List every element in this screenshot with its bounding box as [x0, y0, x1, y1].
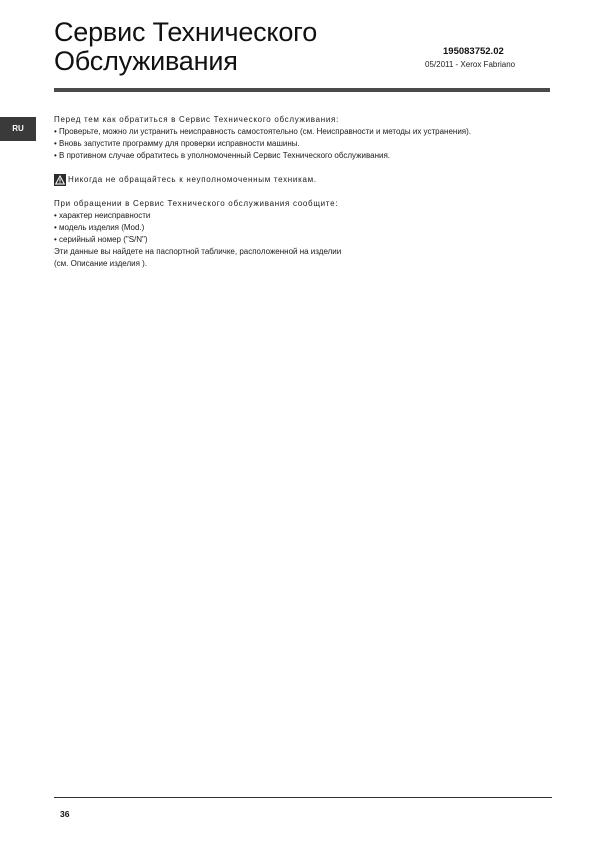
plate-note-line-2: (см. Описание изделия ). [54, 259, 148, 268]
spacer [54, 162, 554, 174]
check-item-3: • В противном случае обратитесь в уполномоченный Сервис Технического обслуживания. [54, 151, 391, 160]
warning-line [54, 174, 554, 186]
report-item-2: • модель изделия (Mod.) [54, 223, 145, 232]
page-title-line-2: Обслуживания [54, 46, 238, 76]
spacer [54, 186, 554, 198]
document-code: 195083752.02 [443, 46, 504, 57]
report-item-1: • характер неисправности [54, 211, 151, 220]
document-meta: 05/2011 - Xerox Fabriano [425, 60, 516, 69]
language-tab: RU [0, 117, 36, 141]
header-divider [54, 88, 550, 92]
report-intro: При обращении в Сервис Технического обслуживания сообщите: [54, 199, 339, 208]
intro-text: Перед тем как обратиться в Сервис Технического обслуживания: [54, 115, 340, 124]
plate-note-line-1: Эти данные вы найдете на паспортной табличке, расположенной на изделии [54, 247, 342, 256]
warning-icon [54, 174, 66, 186]
page-number: 36 [60, 809, 70, 819]
report-item-3: • серийный номер ("S/N") [54, 235, 148, 244]
check-item-1: • Проверьте, можно ли устранить неисправность самостоятельно (см. Неисправности и методы их устранения). [54, 127, 471, 136]
page-title-line-1: Сервис Технического [54, 17, 318, 47]
page-title [54, 18, 317, 76]
check-item-2: • Вновь запустите программу для проверки исправности машины. [54, 139, 300, 148]
footer-divider [54, 797, 552, 798]
content-body [54, 114, 554, 270]
warning-text: Никогда не обращайтесь к неуполномоченным техникам. [68, 175, 317, 184]
